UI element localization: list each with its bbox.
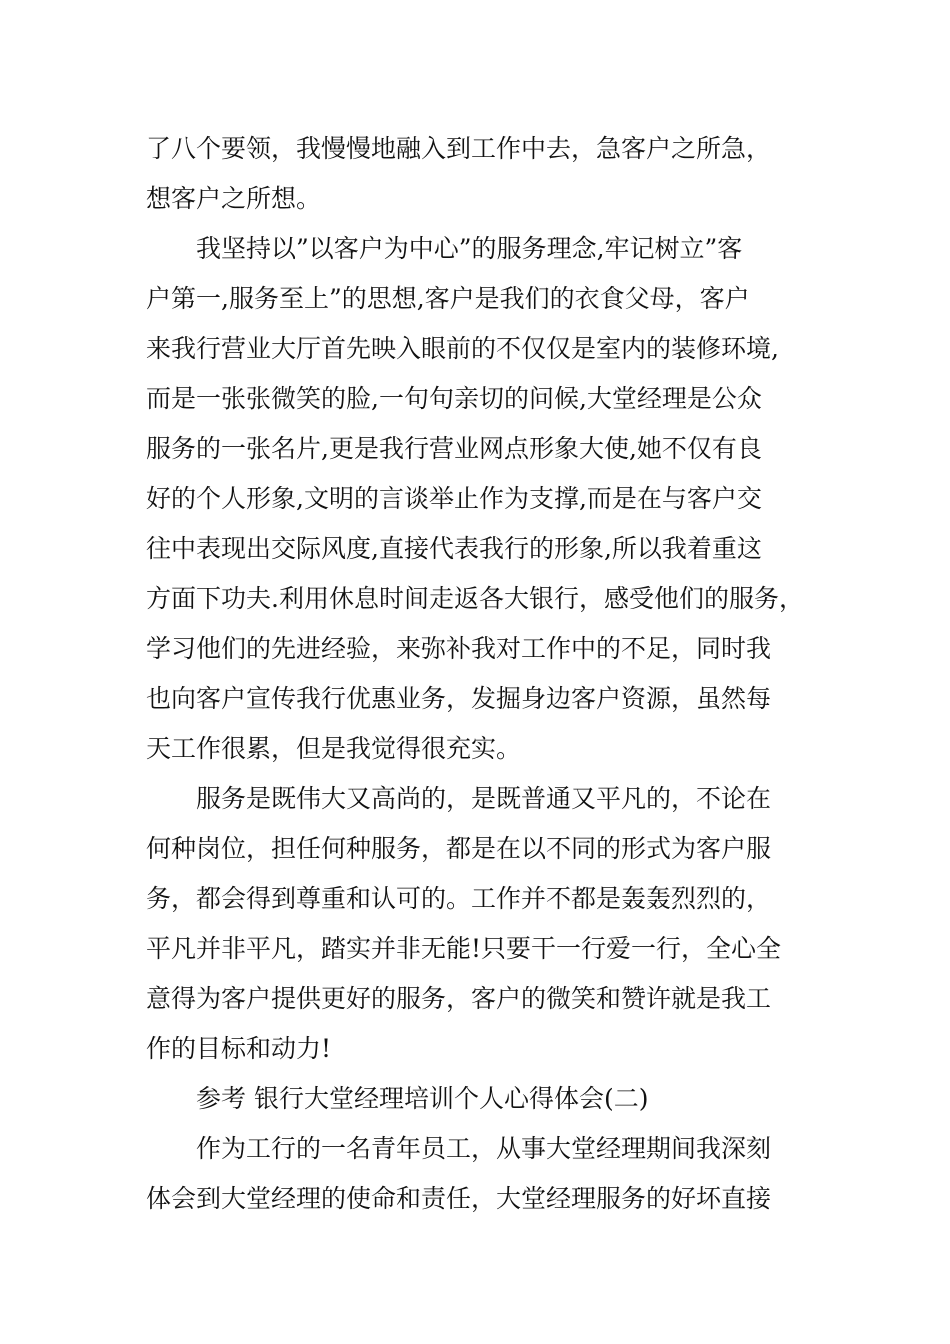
text-line: 务，都会得到尊重和认可的。工作并不都是轰轰烈烈的，	[146, 884, 772, 913]
paragraph-start-line: 作为工行的一名青年员工，从事大堂经理期间我深刻	[196, 1134, 772, 1163]
body-text	[146, 124, 826, 1224]
text-line: 来我行营业大厅首先映入眼前的不仅仅是室内的装修环境,	[146, 334, 779, 363]
text-line: 意得为客户提供更好的服务，客户的微笑和赞许就是我工	[146, 984, 772, 1013]
text-line: 平凡并非平凡，踏实并非无能!只要干一行爱一行，全心全	[146, 934, 782, 963]
text-line: 了八个要领，我慢慢地融入到工作中去，急客户之所急，	[146, 134, 772, 163]
text-line: 天工作很累，但是我觉得很充实。	[146, 734, 522, 763]
text-line: 体会到大堂经理的使命和责任，大堂经理服务的好坏直接	[146, 1184, 772, 1213]
paragraph-start-line: 我坚持以”以客户为中心”的服务理念,牢记树立”客	[196, 234, 743, 263]
text-line: 好的个人形象,文明的言谈举止作为支撑,而是在与客户交	[146, 484, 762, 513]
text-line: 也向客户宣传我行优惠业务，发掘身边客户资源，虽然每	[146, 684, 772, 713]
section-heading: 参考 银行大堂经理培训个人心得体会(二)	[196, 1084, 649, 1113]
text-line: 往中表现出交际风度,直接代表我行的形象,所以我着重这	[146, 534, 762, 563]
text-line: 而是一张张微笑的脸,一句句亲切的问候,大堂经理是公众	[146, 384, 762, 413]
text-line: 服务的一张名片,更是我行营业网点形象大使,她不仅有良	[146, 434, 762, 463]
text-line: 方面下功夫.利用休息时间走返各大银行，感受他们的服务，	[146, 584, 804, 613]
text-line: 作的目标和动力!	[146, 1034, 332, 1063]
text-line: 想客户之所想。	[146, 184, 322, 213]
text-line: 学习他们的先进经验，来弥补我对工作中的不足，同时我	[146, 634, 772, 663]
paragraph-start-line: 服务是既伟大又高尚的，是既普通又平凡的，不论在	[196, 784, 772, 813]
text-line: 户第一,服务至上”的思想,客户是我们的衣食父母，客户	[146, 284, 750, 313]
text-line: 何种岗位，担任何种服务，都是在以不同的形式为客户服	[146, 834, 772, 863]
